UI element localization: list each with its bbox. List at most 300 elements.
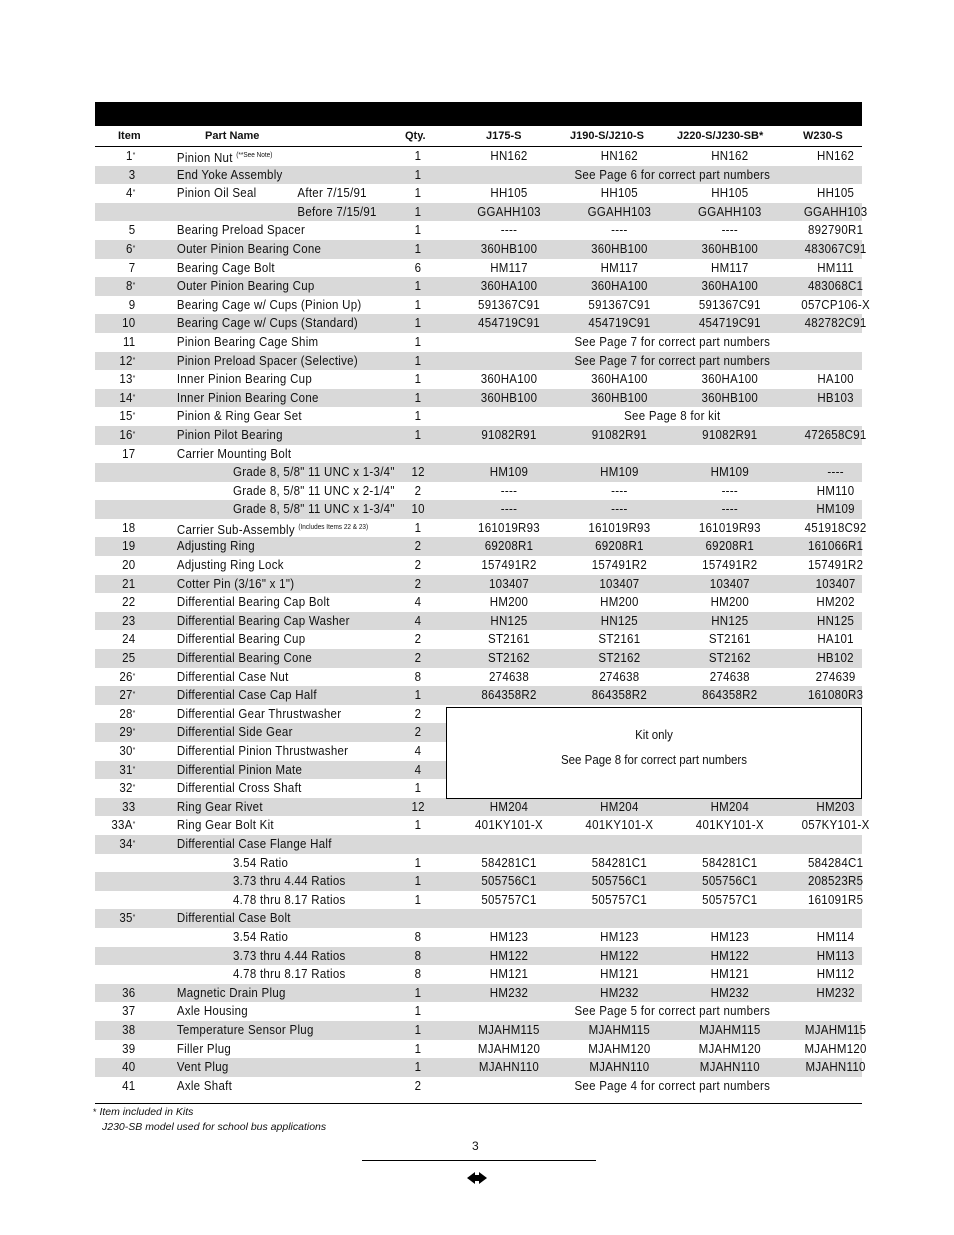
cell-see-page: See Page 7 for correct part numbers: [574, 334, 771, 349]
item-number: 11: [122, 334, 136, 349]
cell-part-name: [177, 407, 302, 426]
parts-table-body: [95, 147, 870, 1095]
cell-part-name: [177, 333, 319, 352]
item-number: 22: [122, 595, 136, 610]
cell-part-name: [177, 259, 275, 278]
cell-part-name: [177, 668, 289, 687]
cell-item: [95, 742, 135, 761]
cell-item: [95, 1040, 135, 1059]
table-row: [95, 519, 867, 538]
table-row: [95, 482, 862, 501]
cell-w230: 451918C92: [804, 520, 867, 535]
item-number: 35: [119, 911, 133, 926]
cell-qty: 1: [414, 167, 422, 182]
part-name-text: Adjusting Ring Lock: [176, 558, 284, 573]
cell-qty: 1: [414, 390, 422, 405]
item-number: 8: [126, 279, 133, 294]
cell-qty: 1: [414, 223, 422, 238]
cell-sub-spec: 3.73 thru 4.44 Ratios: [233, 948, 346, 963]
kit-star-marker: *: [132, 784, 136, 792]
cell-j190: 360HA100: [591, 279, 648, 294]
table-row: [95, 147, 862, 166]
cell-j190: MJAHN110: [589, 1060, 650, 1075]
part-name-text: Differential Case Flange Half: [176, 836, 332, 851]
kit-star-marker: *: [132, 430, 136, 438]
cell-item: [95, 798, 135, 817]
item-number: 9: [128, 297, 136, 312]
cell-j175: 360HA100: [480, 279, 538, 294]
item-number: 5: [128, 223, 136, 238]
cell-part-name: [177, 686, 317, 705]
cell-j220: 505757C1: [702, 892, 758, 907]
table-row: [95, 370, 862, 389]
table-row: [95, 277, 862, 296]
cell-item: [95, 259, 135, 278]
cell-j190: HH105: [600, 186, 638, 201]
cell-w230: 161066R1: [807, 539, 864, 554]
table-row: [95, 463, 862, 482]
table-row: [95, 835, 862, 854]
cell-w230: HN162: [816, 149, 855, 163]
cell-qty: 1: [414, 1004, 422, 1019]
kit-star-marker: *: [132, 747, 136, 754]
cell-j190: HM123: [600, 929, 639, 944]
cell-j220: 69208R1: [705, 539, 755, 554]
cell-qty: 1: [414, 892, 422, 907]
cell-part-name: [177, 593, 330, 612]
header-part-name: Part Name: [205, 130, 260, 142]
cell-part-name: [177, 779, 302, 798]
cell-j175: 360HA100: [480, 372, 538, 387]
cell-w230: HM110: [816, 483, 855, 498]
cell-j190: 69208R1: [595, 539, 644, 554]
cell-j190: 157491R2: [591, 558, 648, 573]
footnote-kits: [93, 1105, 326, 1120]
table-row: [95, 184, 862, 203]
cell-w230: HA100: [817, 372, 854, 387]
cell-item: [95, 1021, 135, 1040]
cell-qty: 1: [414, 985, 422, 1000]
item-number: 4: [126, 186, 133, 201]
table-row: [95, 426, 867, 445]
cell-j175: 584281C1: [481, 855, 537, 870]
item-number: 10: [122, 316, 136, 331]
cell-j175: MJAHN110: [478, 1060, 540, 1075]
cell-seal-date: After 7/15/91: [297, 186, 367, 201]
item-number: 38: [122, 1022, 136, 1037]
cell-item: [95, 314, 135, 333]
cell-j220: ST2161: [708, 632, 751, 647]
kit-star-marker: *: [132, 765, 136, 773]
part-name-text: Cotter Pin (3/16" x 1"): [176, 576, 295, 591]
cell-j175: HM121: [489, 967, 529, 982]
table-row: [95, 984, 862, 1003]
cell-item: [95, 296, 135, 315]
item-number: 34: [119, 836, 133, 851]
cell-j190: 103407: [599, 576, 640, 591]
part-name-text: Axle Shaft: [176, 1078, 233, 1093]
cell-w230: 161080R3: [807, 688, 864, 703]
cell-j220: 401KY101-X: [695, 818, 764, 833]
cell-qty: 6: [414, 260, 422, 275]
cell-w230: HM109: [816, 502, 855, 517]
item-number: 32: [119, 781, 133, 796]
cell-part-name: [177, 370, 312, 389]
header-item: Item: [118, 130, 141, 142]
footer-rule: [362, 1160, 596, 1161]
part-name-text: Differential Case Cap Half: [176, 688, 317, 703]
cell-sub-spec: 3.54 Ratio: [233, 855, 289, 870]
part-name-text: Bearing Cage Bolt: [176, 260, 275, 275]
item-number: 40: [122, 1060, 136, 1075]
table-header-row: [95, 128, 862, 146]
cell-j175: HM200: [489, 595, 529, 610]
table-row: [95, 816, 870, 835]
table-row: [95, 389, 862, 408]
cell-j190: HM204: [600, 799, 639, 814]
part-name-text: Carrier Sub-Assembly: [176, 522, 295, 537]
cell-part-name: [177, 166, 283, 185]
table-row: [95, 407, 862, 426]
cell-qty: 1: [414, 334, 422, 349]
cell-qty: 8: [414, 669, 422, 684]
cell-qty: 2: [414, 1078, 422, 1093]
cell-j190: ST2162: [598, 651, 641, 666]
cell-j220: HM204: [710, 799, 750, 814]
cell-w230: 057KY101-X: [801, 818, 870, 833]
table-row: [95, 537, 862, 556]
cell-part-name: [177, 835, 332, 854]
cell-j220: 157491R2: [702, 558, 758, 573]
cell-item: [95, 1077, 135, 1096]
cell-j220: MJAHN110: [699, 1060, 760, 1075]
cell-w230: HB103: [817, 390, 854, 405]
cell-j175: ----: [500, 483, 518, 498]
cell-w230: HA101: [817, 632, 854, 647]
cell-j220: 274638: [709, 669, 750, 684]
cell-sub-spec: 3.54 Ratio: [233, 929, 289, 944]
part-name-text: Bearing Cage w/ Cups (Standard): [176, 316, 359, 331]
part-name-text: Bearing Cage w/ Cups (Pinion Up): [176, 297, 362, 312]
part-name-text: Differential Gear Thrustwasher: [176, 706, 342, 721]
cell-qty: 1: [414, 874, 422, 889]
cell-qty: 4: [414, 744, 422, 758]
table-row: [95, 854, 862, 873]
header-j190: J190-S/J210-S: [570, 130, 644, 142]
cell-w230: 057CP106-X: [801, 297, 870, 312]
cell-w230: MJAHN110: [805, 1060, 866, 1075]
cell-item: [95, 389, 135, 408]
cell-qty: 1: [414, 1060, 422, 1075]
part-name-text: Differential Bearing Cap Bolt: [176, 595, 330, 610]
cell-sub-spec: Grade 8, 5/8" 11 UNC x 1-3/4": [233, 502, 395, 517]
cell-w230: 483067C91: [804, 241, 867, 256]
table-row: [95, 630, 862, 649]
cell-j175: 505757C1: [481, 892, 537, 907]
cell-qty: 1: [414, 427, 422, 442]
table-row: [95, 221, 862, 240]
cell-w230: 161091R5: [807, 892, 864, 907]
item-number: 29: [119, 725, 133, 740]
cell-qty: 1: [414, 353, 422, 368]
cell-item: [95, 723, 135, 742]
cell-part-name: [177, 761, 302, 780]
cell-w230: HM202: [816, 595, 855, 610]
cell-w230: HN125: [816, 613, 855, 628]
cell-part-name: [177, 1077, 232, 1096]
cell-part-name: [177, 352, 358, 371]
header-black-bar: [95, 102, 862, 126]
cell-part-name: [177, 389, 319, 408]
cell-item: [95, 705, 135, 724]
cell-j190: GGAHH103: [587, 204, 652, 219]
cell-w230: ----: [827, 465, 844, 480]
cell-j175: 274638: [488, 669, 530, 684]
table-row: [95, 965, 862, 984]
cell-item: [95, 835, 135, 854]
cell-j190: HM232: [600, 985, 639, 1000]
table-row: [95, 798, 862, 817]
cell-item: [95, 277, 135, 296]
table-row: [95, 891, 862, 910]
item-number: 23: [122, 613, 136, 628]
cell-part-name: [177, 296, 362, 315]
part-name-text: Filler Plug: [176, 1041, 232, 1056]
footnote-school-bus: J230-SB model used for school bus applications: [102, 1121, 327, 1133]
table-row: [95, 556, 862, 575]
table-row: [95, 333, 862, 352]
table-row: [95, 947, 862, 966]
part-name-text: Pinion Bearing Cage Shim: [176, 334, 319, 349]
table-row: [95, 352, 862, 371]
cell-j175: ST2161: [488, 632, 530, 647]
cell-j190: ----: [611, 223, 628, 238]
kit-only-text: Kit only: [635, 728, 673, 742]
table-row: [95, 668, 862, 687]
part-name-text: Pinion Pilot Bearing: [176, 427, 283, 442]
cell-sub-spec: Grade 8, 5/8" 11 UNC x 1-3/4": [233, 465, 395, 480]
cell-qty: 1: [414, 855, 422, 870]
cell-w230: HM114: [816, 929, 855, 944]
cell-qty: 4: [414, 762, 422, 777]
item-number: 33A: [111, 818, 133, 833]
cell-qty: 1: [414, 241, 422, 256]
cell-item: [95, 370, 135, 389]
item-number: 28: [119, 706, 133, 721]
cell-qty: 1: [414, 149, 422, 163]
cell-item: [95, 352, 135, 371]
cell-part-name: [177, 519, 368, 540]
item-number: 13: [119, 372, 133, 387]
cell-w230: HH105: [816, 186, 855, 201]
kit-star-marker: *: [132, 189, 136, 197]
part-name-text: Axle Housing: [176, 1004, 248, 1019]
cell-j190: 591367C91: [588, 297, 651, 312]
cell-j190: HM109: [600, 465, 639, 480]
cell-item: [95, 184, 135, 203]
kit-star-marker: *: [132, 244, 136, 252]
cell-seal-date: Before 7/15/91: [297, 204, 377, 219]
cell-qty: 4: [414, 595, 422, 610]
cell-qty: 8: [414, 967, 422, 982]
cell-part-name: [177, 798, 263, 817]
cell-qty: 2: [414, 483, 422, 498]
cell-item: [95, 166, 135, 185]
cell-part-name: [177, 575, 294, 594]
cell-part-name: [177, 1040, 231, 1059]
cell-j175: HN125: [490, 613, 528, 628]
cell-j175: 91082R91: [481, 427, 537, 442]
item-number: 37: [122, 1004, 136, 1019]
cell-j220: 584281C1: [702, 855, 758, 870]
cell-part-name: [177, 1058, 229, 1077]
cell-qty: 12: [411, 465, 425, 480]
cell-item: [95, 686, 135, 705]
cell-w230: HB102: [817, 651, 854, 666]
part-name-text: Differential Pinion Mate: [176, 762, 303, 777]
table-row: [95, 686, 862, 705]
cell-qty: 4: [414, 613, 422, 628]
kit-star-marker: *: [132, 152, 136, 159]
kit-star-marker: *: [132, 839, 136, 847]
table-row: [95, 166, 862, 185]
part-name-text: Differential Bearing Cap Washer: [176, 613, 350, 628]
cell-item: [95, 1058, 135, 1077]
table-row: [95, 1021, 867, 1040]
cell-j220: 360HA100: [701, 372, 759, 387]
part-name-text: End Yoke Assembly: [176, 167, 283, 182]
part-name-text: Pinion Preload Spacer (Selective): [176, 353, 358, 368]
table-row: [95, 575, 862, 594]
cell-item: [95, 984, 135, 1003]
cell-qty: 2: [414, 651, 422, 666]
cell-qty: 1: [414, 204, 422, 219]
cell-j220: HM109: [710, 465, 750, 480]
cell-j175: HM109: [489, 465, 529, 480]
diamond-arrow-icon: [467, 1172, 487, 1184]
item-number: 3: [128, 167, 136, 182]
cell-qty: 10: [411, 502, 425, 517]
cell-j175: 864358R2: [481, 688, 537, 703]
cell-part-name: [177, 723, 293, 742]
cell-qty: 2: [414, 632, 422, 647]
table-row: [95, 612, 862, 631]
cell-w230: 584284C1: [807, 855, 864, 870]
item-number: 16: [119, 427, 133, 442]
cell-w230: HM232: [816, 985, 855, 1000]
cell-w230: 208523R5: [807, 874, 864, 889]
cell-w230: GGAHH103: [803, 204, 868, 219]
part-name-text: Differential Case Nut: [176, 669, 289, 684]
kit-only-box: [446, 707, 862, 799]
cell-qty: 1: [414, 688, 422, 703]
cell-j220: 454719C91: [698, 316, 761, 331]
table-row: [95, 445, 862, 464]
part-name-text: Vent Plug: [176, 1060, 229, 1075]
cell-item: [95, 445, 135, 464]
table-row: [95, 593, 862, 612]
cell-part-name: [177, 742, 348, 761]
part-name-text: Differential Case Bolt: [176, 911, 291, 926]
cell-w230: 103407: [815, 576, 856, 591]
cell-item: [95, 407, 135, 426]
cell-item: [95, 612, 135, 631]
cell-j190: 864358R2: [591, 688, 648, 703]
cell-j190: MJAHM120: [588, 1041, 651, 1056]
item-number: 14: [119, 390, 133, 405]
part-name-text: Inner Pinion Bearing Cone: [176, 390, 319, 405]
cell-j220: MJAHM120: [698, 1041, 761, 1056]
item-number: 39: [122, 1041, 136, 1056]
cell-j175: ST2162: [488, 651, 530, 666]
cell-j190: 360HB100: [591, 241, 648, 256]
cell-j220: HM121: [710, 967, 750, 982]
cell-item: [95, 593, 135, 612]
cell-w230: 274639: [815, 669, 856, 684]
cell-j175: HM123: [489, 929, 529, 944]
kit-star-marker: *: [132, 356, 136, 364]
item-number: 20: [122, 558, 136, 573]
cell-j220: HN125: [711, 613, 749, 628]
cell-j175: GGAHH103: [477, 204, 541, 219]
part-name-text: Bearing Preload Spacer: [176, 223, 306, 238]
kit-star-marker: *: [132, 375, 136, 383]
cell-item: [95, 761, 135, 780]
cell-j220: HM200: [710, 595, 750, 610]
item-number: 26: [119, 669, 133, 684]
cell-see-page: See Page 7 for correct part numbers: [574, 353, 771, 368]
table-row: [95, 649, 862, 668]
cell-j175: 161019R93: [478, 520, 540, 535]
cell-j220: 91082R91: [702, 427, 758, 442]
kit-star-marker: *: [132, 393, 136, 401]
cell-part-name: [177, 537, 255, 556]
cell-qty: 1: [414, 372, 422, 387]
cell-part-name: [177, 649, 312, 668]
cell-j220: ST2162: [708, 651, 751, 666]
kit-see-page-text: See Page 8 for correct part numbers: [560, 753, 748, 767]
cell-item: [95, 556, 135, 575]
cell-part-name: [177, 612, 350, 631]
cell-j175: MJAHM120: [477, 1041, 541, 1056]
cell-j175: HM122: [489, 948, 529, 963]
table-row: [95, 1002, 862, 1021]
cell-j220: 864358R2: [702, 688, 758, 703]
cell-item: [95, 333, 135, 352]
footnotes: [93, 1105, 326, 1135]
kit-star-marker: *: [132, 709, 136, 717]
part-name-text: Differential Cross Shaft: [176, 781, 302, 796]
item-number: 21: [122, 576, 136, 591]
footnote-star: *: [93, 1107, 97, 1117]
cell-part-name: [177, 816, 274, 835]
cell-j175: 454719C91: [478, 316, 540, 331]
cell-j175: 360HB100: [480, 390, 538, 405]
cell-j190: 91082R91: [591, 427, 648, 442]
table-row: [95, 240, 867, 259]
cell-qty: 8: [414, 929, 422, 944]
part-name-text: Adjusting Ring: [176, 539, 255, 554]
item-number: 19: [122, 539, 136, 554]
cell-j175: HH105: [490, 186, 528, 201]
table-row: [95, 872, 862, 891]
cell-item: [95, 519, 135, 538]
part-name-text: Differential Bearing Cup: [176, 632, 306, 647]
cell-part-name: [177, 240, 321, 259]
cell-j220: 591367C91: [698, 297, 761, 312]
cell-item: [95, 240, 135, 259]
cell-qty: 2: [414, 539, 422, 554]
